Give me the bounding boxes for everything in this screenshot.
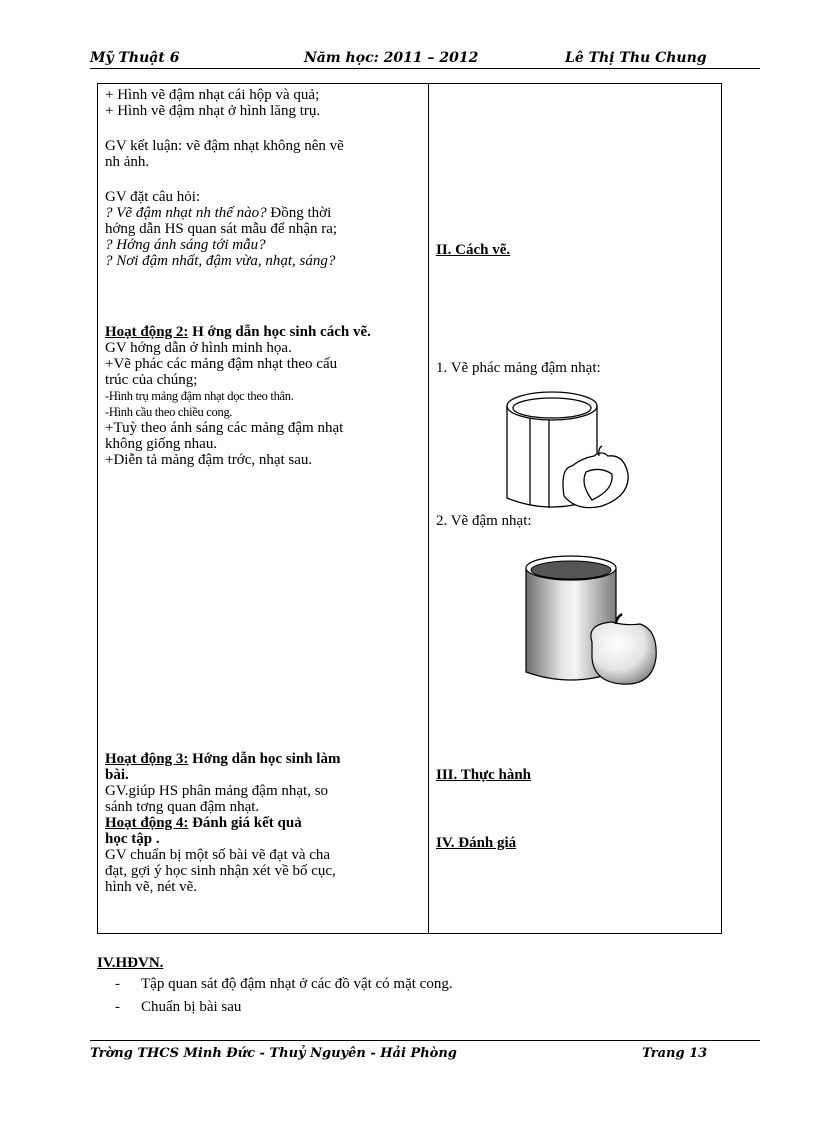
column-divider (428, 84, 429, 933)
left-conclusion: GV kết luận: vẽ đậm nhạt không nên vẽ nh ảnh. (105, 138, 344, 170)
header-teacher: Lê Thị Thu Chung (565, 50, 707, 66)
homework-item: - Chuẩn bị bài sau (115, 999, 242, 1015)
activity-4-label: Hoạt động 4: (105, 815, 189, 831)
lesson-table (97, 83, 722, 934)
sketch-drawing (502, 386, 642, 518)
activity-3: Hoạt động 3: Hớng dẫn học sinh làm bài. GV.giúp HS phân mảng đậm nhạt, so sánh tơng quan đậm nhạt. Hoạt động 4: Đánh giá kết quả học tập . GV chuẩn bị một số bài vẽ đạt và cha đạt, gợi ý học sinh nhận xét về bố cục, hình vẽ, nét vẽ. (105, 751, 341, 895)
shaded-drawing (516, 554, 664, 694)
homework-item: - Tập quan sát độ đậm nhạt ở các đồ vật có mặt cong. (115, 976, 453, 992)
activity-3-label: Hoạt động 3: (105, 751, 189, 767)
left-intro: + Hình vẽ đậm nhạt cái hộp và quả; + Hình vẽ đậm nhạt ở hình lăng trụ. (105, 87, 321, 119)
page-header (90, 48, 760, 69)
activity-2: Hoạt động 2: H ớng dẫn học sinh cách vẽ. GV hớng dẫn ở hình minh họa. +Vẽ phác các mảng đậm nhạt theo cấu trúc của chúng; -Hình trụ mảng đậm nhạt dọc theo thân. -Hình cầu theo chiều cong. +Tuỳ theo ánh sáng các mảng đậm nhạt không giống nhau. +Diễn tả mảng đậm trớc, nhạt sau. (105, 324, 371, 468)
activity-2-label: Hoạt động 2: (105, 324, 189, 340)
footer-school: Trờng THCS Minh Đức - Thuỷ Nguyên - Hải Phòng (90, 1046, 457, 1061)
header-subject: Mỹ Thuật 6 (90, 50, 180, 66)
homework-heading: IV.HĐVN. (97, 955, 164, 971)
section-2-heading: II. Cách vẽ. (436, 242, 511, 258)
left-questions: GV đặt câu hỏi: ? Vẽ đậm nhạt nh thế nào? Đồng thời hớng dẫn HS quan sát mẫu để nhận ra; ? Hớng ánh sáng tới mẫu? ? Nơi đậm nhất, đậm vừa, nhạt, sáng? (105, 189, 338, 269)
section-3-heading: III. Thực hành (436, 767, 532, 783)
step-2-label: 2. Vẽ đậm nhạt: (436, 513, 532, 529)
section-4-heading: IV. Đánh giá (436, 835, 517, 851)
page-footer (90, 1040, 760, 1063)
header-school-year: Năm học: 2011 – 2012 (304, 50, 479, 66)
footer-page-number: Trang 13 (642, 1046, 708, 1061)
step-1-label: 1. Vẽ phác mảng đậm nhạt: (436, 360, 601, 376)
